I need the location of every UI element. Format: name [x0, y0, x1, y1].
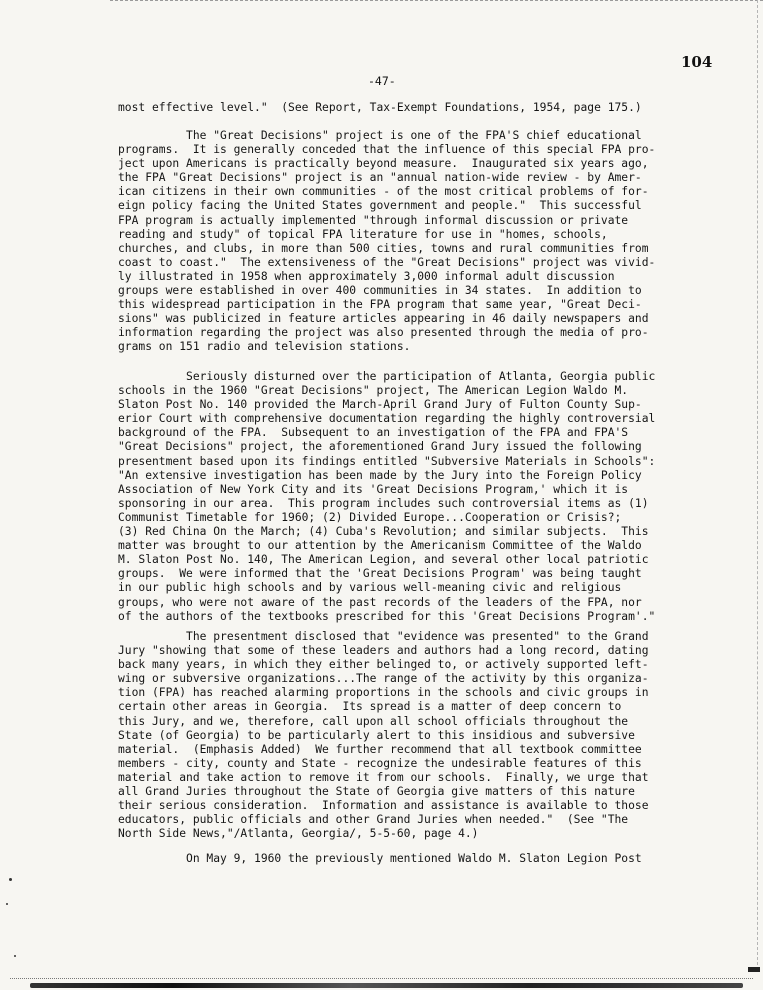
- page-right-edge: [757, 0, 758, 970]
- margin-speck: [9, 878, 12, 881]
- paragraph-presentment: The presentment disclosed that "evidence was presented" to the Grand Jury "showing that some of these leaders and authors had a long record, dating back many years, in which they either belinged to, or actively supported left- wing or subversive organizations...The range of the activity by this organiza- tion (FPA) has reached alarming proportions in the schools and civic groups in certain other areas in Georgia. Its spread is a matter of deep concern to this Jury, and we, therefore, call upon all school officials throughout the State (of Georgia) to be particularly alert to this insidious and subversive material. (Emphasis Added) We further recommend that all textbook committee members - city, county and State - recognize the undesirable features of this material and take action to remove it from our schools. Finally, we urge that all Grand Juries throughout the State of Georgia give matters of this nature their serious consideration. Information and assistance is available to those educators, public officials and other Grand Juries when needed." (See "The North Side News,"/Atlanta, Georgia/, 5-5-60, page 4.): [118, 630, 649, 841]
- margin-speck: [6, 903, 8, 905]
- paragraph-may-9: On May 9, 1960 the previously mentioned Waldo M. Slaton Legion Post: [118, 852, 642, 865]
- page-number: -47-: [368, 74, 396, 88]
- paragraph-grand-jury: Seriously disturned over the participation of Atlanta, Georgia public schools in the 1960 "Great Decisions" project, The American Legion Waldo M. Slaton Post No. 140 provided the March-April Grand Jury of Fulton County Sup- erior Court with comprehensive documentation regarding the highly controversial background of the FPA. Subsequent to an investigation of the FPA and FPA'S "Great Decisions" project, the aforementioned Grand Jury issued the following presentment based upon its findings entitled "Subversive Materials in Schools": "An extensive investigation has been made by the Jury into the Foreign Policy Association of New York City and its 'Great Decisions Program,' which it is sponsoring in our area. This program includes such controversial items as (1) Communist Timetable for 1960; (2) Divided Europe...Cooperation or Crisis?; (3) Red China On the March; (4) Cuba's Revolution; and similar subjects. This matter was brought to our attention by the Americanism Committee of the Waldo M. Slaton Post No. 140, The American Legion, and several other local patriotic groups. We were informed that the 'Great Decisions Program' was being taught in our public high schools and by various well-meaning civic and religious groups, who were not aware of the past records of the leaders of the FPA, nor of the authors of the textbooks prescribed for this 'Great Decisions Program'.": [118, 370, 656, 623]
- margin-speck: [14, 955, 16, 957]
- paragraph-great-decisions: The "Great Decisions" project is one of the FPA'S chief educational programs. It is generally conceded that the influence of this special FPA pro- ject upon Americans is practically beyond measure. Inaugurated six years ago, the FPA "Great Decisions" project is an "annual nation-wide review - by Amer- ican citizens in their own communities - of the most critical problems of for- eign policy facing the United States government and people." This successful FPA program is actually implemented "through informal discussion or private reading and study" of topical FPA literature for use in "homes, schools, churches, and clubs, in more than 500 cities, towns and rural communities from coast to coast." The extensiveness of the "Great Decisions" project was vivid- ly illustrated in 1958 when approximately 3,000 informal adult discussion groups were established in over 400 communities in 34 states. In addition to this widespread participation in the FPA program that same year, "Great Deci- sions" was publicized in feature articles appearing in 46 daily newspapers and information regarding the project was also presented through the media of pro- grams on 151 radio and television stations.: [118, 129, 656, 354]
- scan-shadow-bar: [30, 983, 743, 988]
- corner-mark: [748, 967, 760, 972]
- paragraph-continuation: most effective level." (See Report, Tax-Exempt Foundations, 1954, page 175.): [118, 101, 642, 114]
- folio-number: 104: [681, 53, 713, 71]
- page-bottom-edge: [10, 978, 753, 980]
- page-top-edge: [110, 0, 763, 3]
